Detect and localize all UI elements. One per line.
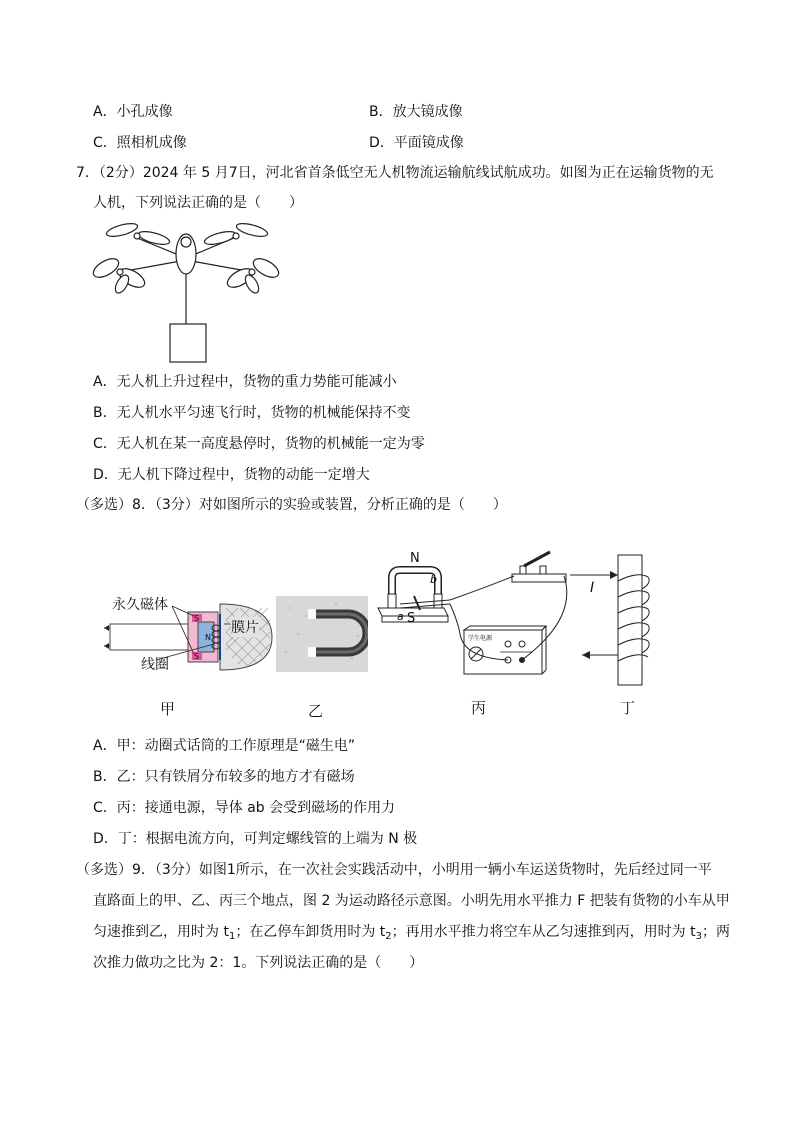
label-coil: 线圈	[141, 657, 169, 673]
q9-line3-part-d: ；两	[701, 924, 730, 940]
q7-stem-line2: 人机，下列说法正确的是（ ）	[93, 195, 303, 211]
q8-option-c: C．丙：接通电源，导体 ab 会受到磁场的作用力	[93, 800, 396, 816]
q8-option-d: D．丁：根据电流方向，可判定螺线管的上端为 N 极	[93, 831, 418, 847]
solenoid-figure	[568, 553, 658, 687]
q6-option-b: B．放大镜成像	[369, 104, 463, 120]
caption-ding: 丁	[620, 699, 636, 717]
label-magnet: 永久磁体	[112, 597, 168, 613]
n-pole-center: N	[205, 633, 211, 642]
q6-option-d: D．平面镜成像	[369, 135, 464, 151]
q9-line3-part-c: ；再用水平推力将空车从乙匀速推到丙，用时为 t	[391, 924, 696, 940]
q9-line3-part-a: 匀速推到乙，用时为 t	[93, 924, 229, 940]
drone-figure	[92, 220, 282, 366]
motor-experiment-figure	[374, 548, 574, 680]
power-supply-label: 学生电源	[468, 635, 493, 642]
q8-option-b: B．乙：只有铁屑分布较多的地方才有磁场	[93, 769, 355, 785]
q9-sub-3: 3	[695, 931, 702, 942]
label-s-pole: S	[407, 611, 416, 626]
s-pole-bottom: S	[194, 652, 200, 661]
q9-line3	[93, 922, 730, 947]
q9-line1: （多选）9．（3分）如图1所示，在一次社会实践活动中，小明用一辆小车运送货物时，先后经过同一平	[76, 862, 712, 878]
label-n-pole: N	[410, 551, 420, 566]
label-b: b	[430, 573, 437, 586]
q7-option-d: D．无人机下降过程中，货物的动能一定增大	[93, 467, 370, 483]
s-pole-top: S	[194, 614, 200, 623]
q6-option-c: C．照相机成像	[93, 135, 187, 151]
q7-option-a: A．无人机上升过程中，货物的重力势能可能减小	[93, 374, 397, 390]
q9-sub-1: 1	[228, 931, 236, 942]
caption-yi: 乙	[308, 702, 324, 720]
q7-option-b: B．无人机水平匀速飞行时，货物的机械能保持不变	[93, 405, 411, 421]
q9-line2: 直路面上的甲、乙、丙三个地点，图 2 为运动路径示意图。小明先用水平推力 F 把装有货物的小车从甲	[93, 893, 730, 909]
label-a: a	[397, 610, 404, 623]
q9-line4: 次推力做功之比为 2：1。下列说法正确的是（ ）	[93, 955, 424, 971]
q9-sub-2: 2	[385, 931, 392, 942]
q6-option-a: A．小孔成像	[93, 104, 173, 120]
q8-stem: （多选）8．（3分）对如图所示的实验或装置，分析正确的是（ ）	[76, 497, 507, 513]
caption-bing: 丙	[471, 699, 487, 717]
q7-option-c: C．无人机在某一高度悬停时，货物的机械能一定为零	[93, 436, 425, 452]
q8-option-a: A．甲：动圈式话筒的工作原理是“磁生电”	[93, 738, 356, 754]
iron-filings-figure	[276, 596, 368, 672]
q7-stem-line1: 7．（2分）2024 年 5 月7日，河北省首条低空无人机物流运输航线试航成功。如图为正在运输货物的无	[76, 165, 714, 181]
label-current: I	[590, 580, 595, 596]
label-membrane: 膜片	[231, 617, 259, 637]
q9-line3-part-b: ；在乙停车卸货用时为 t	[235, 924, 386, 940]
caption-jia: 甲	[160, 700, 176, 718]
